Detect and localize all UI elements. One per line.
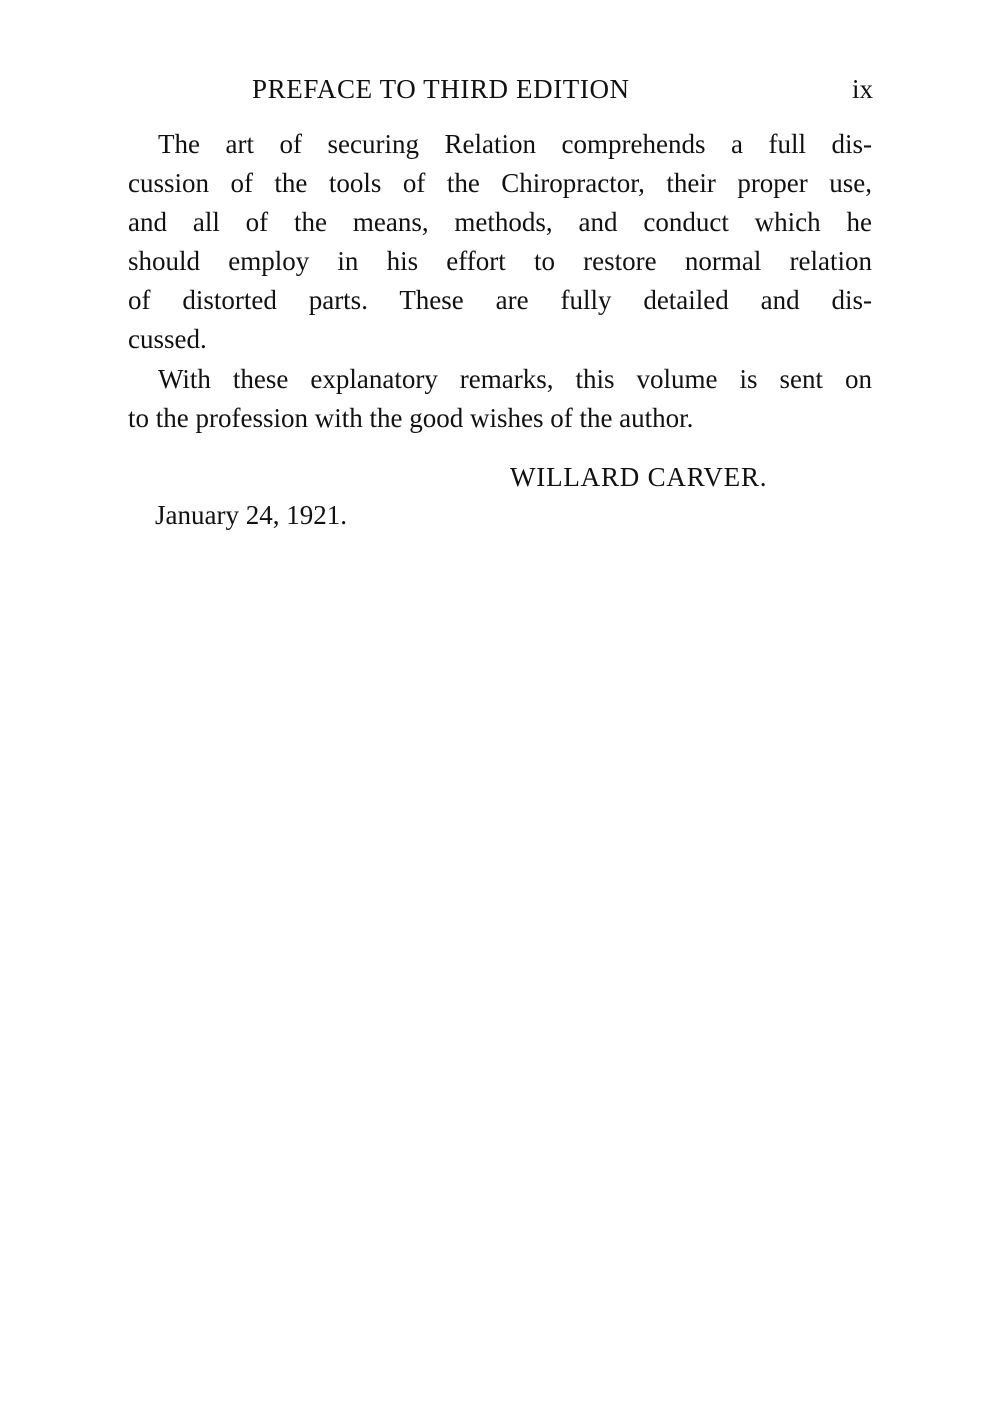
paragraph-line: cussion of the tools of the Chiropractor, their proper use,	[128, 168, 872, 198]
paragraph-line: The art of securing Relation comprehends a full dis-	[158, 129, 872, 159]
paragraph-line: to the profession with the good wishes of the author.	[128, 403, 694, 433]
paragraph-relation	[128, 125, 872, 359]
page-number: ix	[851, 74, 873, 104]
author-signature: WILLARD CARVER.	[510, 462, 768, 492]
paragraph-line: With these explanatory remarks, this volume is sent on	[158, 364, 872, 394]
running-head	[128, 74, 873, 110]
running-title: PREFACE TO THIRD EDITION	[252, 74, 630, 104]
paragraph-line: of distorted parts. These are fully detailed and dis-	[128, 285, 872, 315]
preface-date: January 24, 1921.	[155, 500, 347, 530]
paragraph-closing-remarks	[128, 360, 872, 438]
paragraph-line: should employ in his effort to restore normal relation	[128, 246, 872, 276]
paragraph-line: and all of the means, methods, and conduct which he	[128, 207, 872, 237]
paragraph-line: cussed.	[128, 324, 207, 354]
